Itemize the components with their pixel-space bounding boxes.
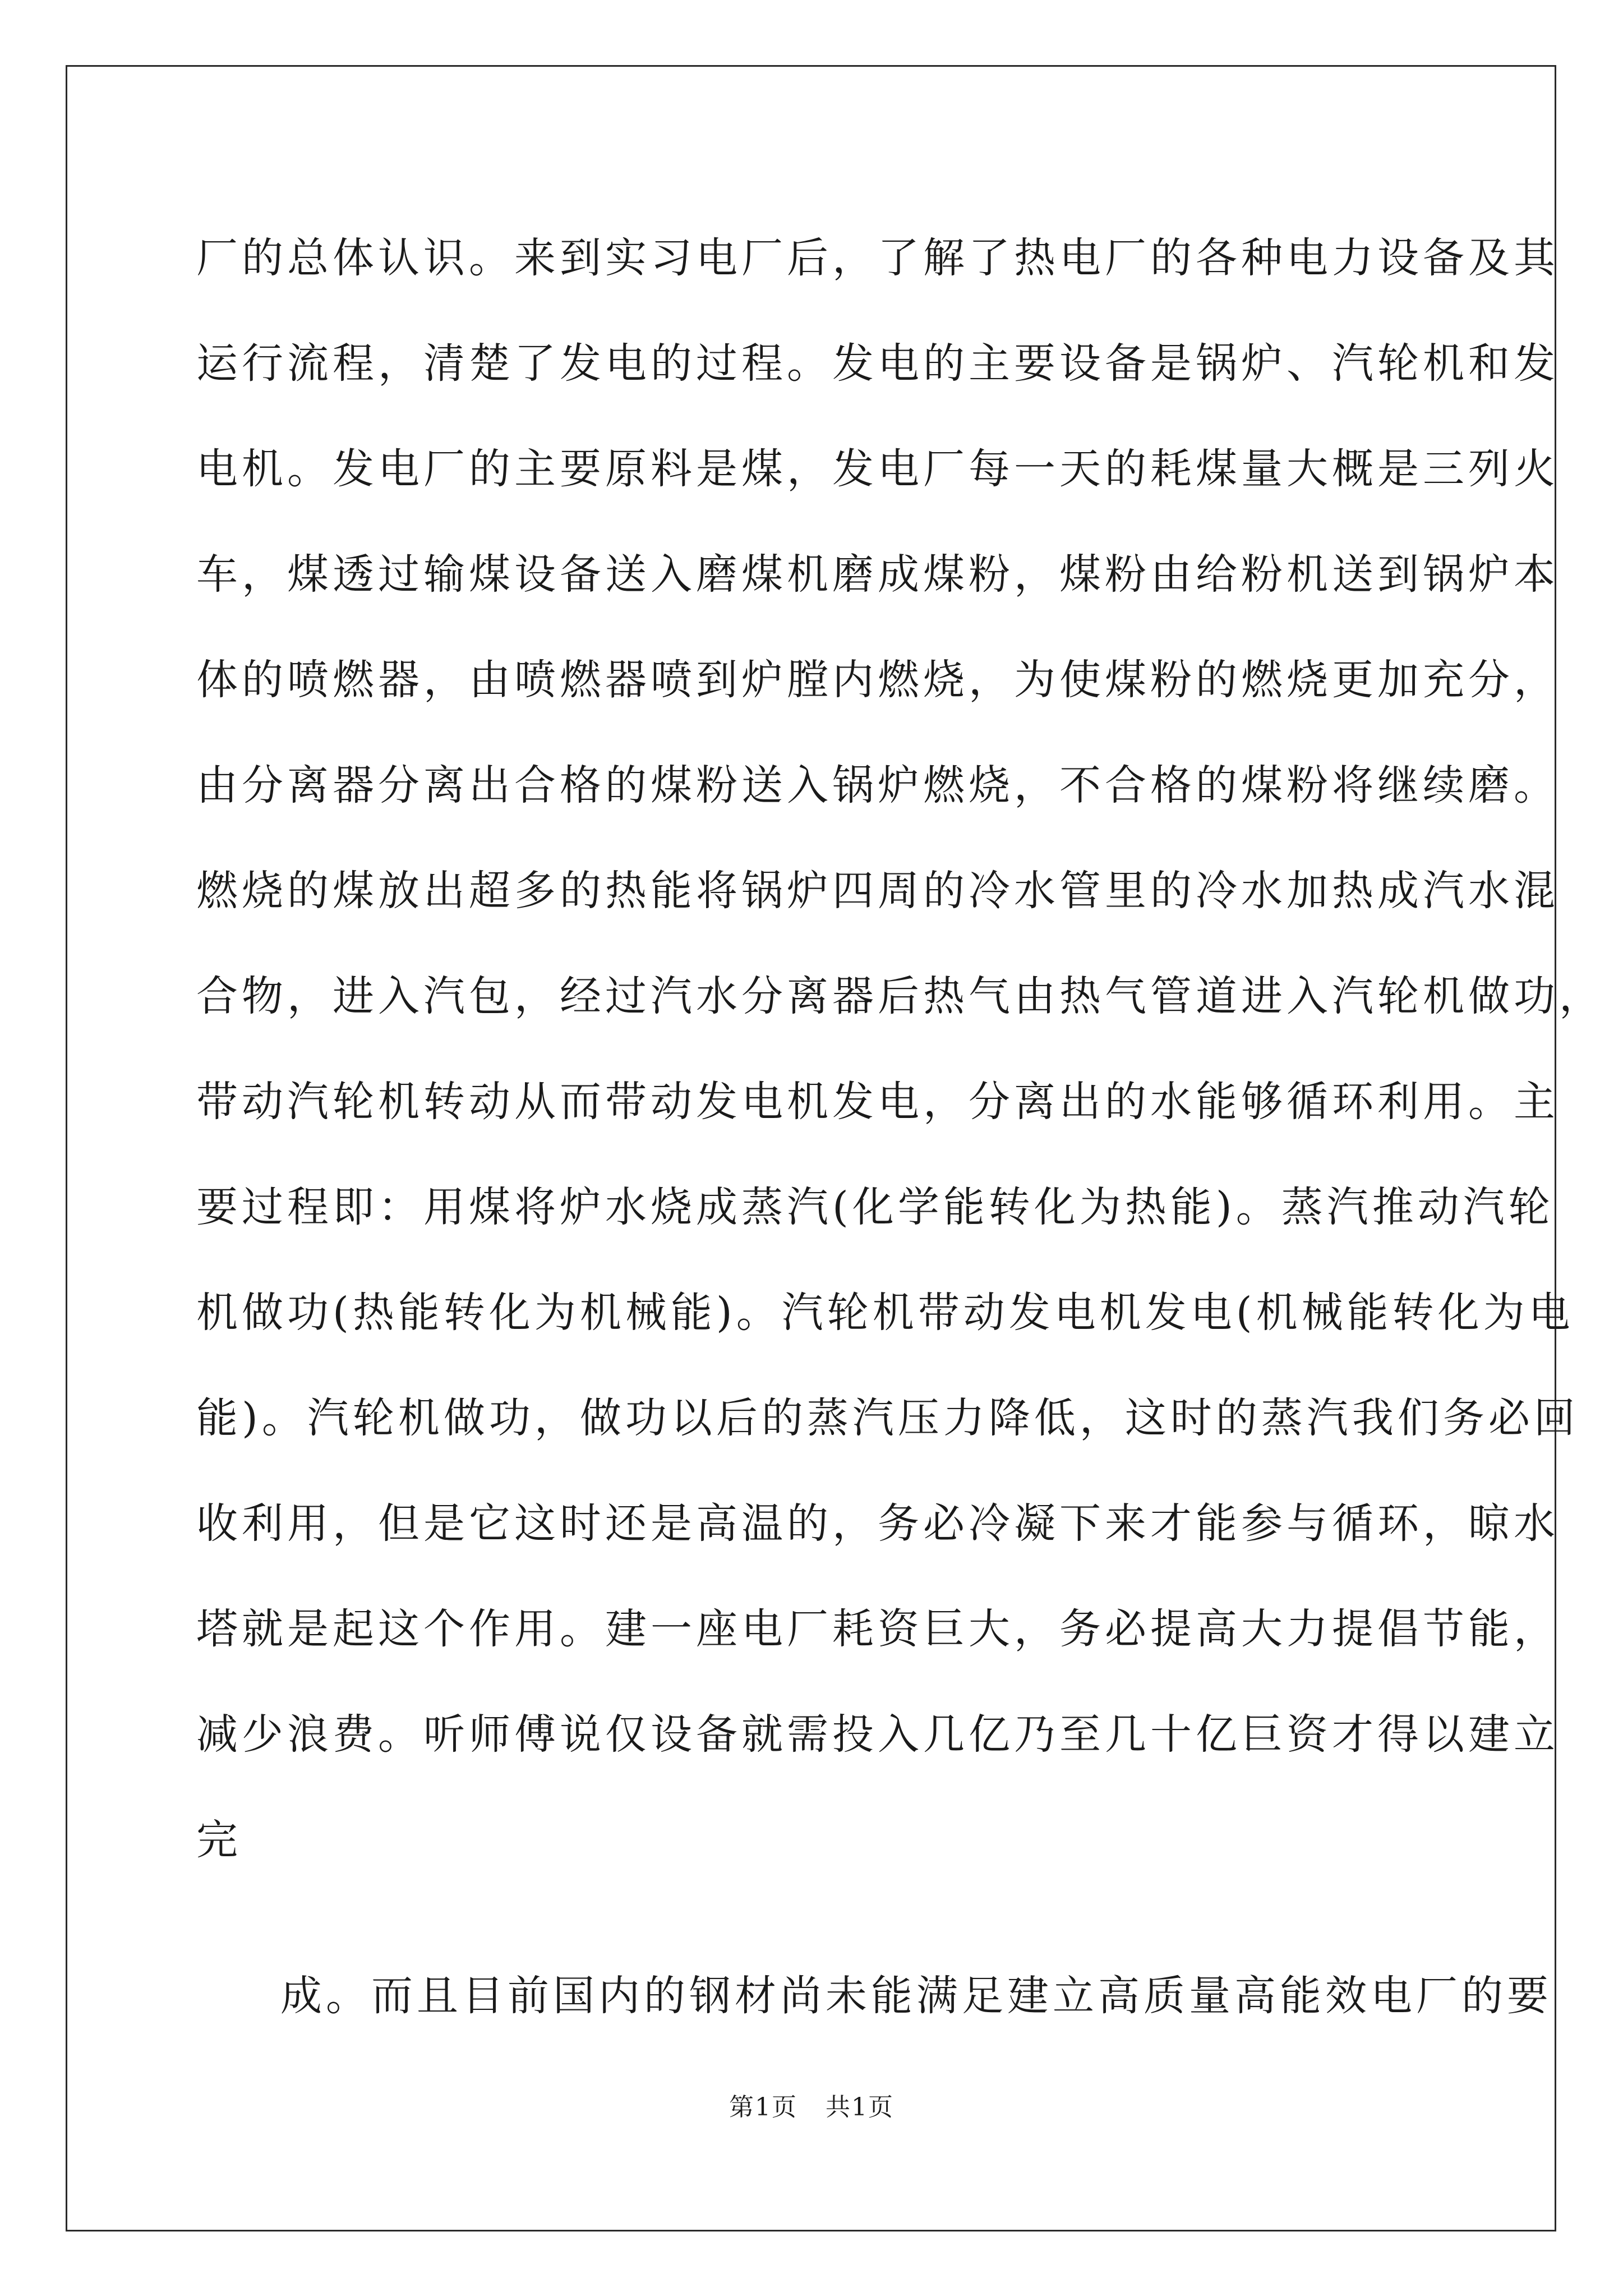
text-line-8: 合物，进入汽包，经过汽水分离器后热气由热气管道进入汽轮机做功， (196, 972, 1604, 1020)
text-line-6: 由分离器分离出合格的煤粉送入锅炉燃烧，不合格的煤粉将继续磨。 (196, 761, 1559, 809)
text-line-3: 电机。发电厂的主要原料是煤，发电厂每一天的耗煤量大概是三列火 (196, 445, 1559, 493)
text-line-7: 燃烧的煤放出超多的热能将锅炉四周的冷水管里的冷水加热成汽水混 (196, 867, 1559, 915)
text-line-2: 运行流程，清楚了发电的过程。发电的主要设备是锅炉、汽轮机和发 (196, 339, 1559, 388)
text-line-11: 机做功(热能转化为机械能)。汽轮机带动发电机发电(机械能转化为电 (196, 1289, 1574, 1337)
document-body (196, 222, 1604, 2065)
text-line-1: 厂的总体认识。来到实习电厂后，了解了热电厂的各种电力设备及其 (196, 234, 1559, 282)
total-pages-label: 共1页 (826, 2093, 894, 2122)
page-number-label: 第1页 (729, 2093, 797, 2122)
page-footer (0, 2087, 1623, 2123)
text-line-12: 能)。汽轮机做功，做功以后的蒸汽压力降低，这时的蒸汽我们务必回 (196, 1394, 1579, 1442)
text-line-14: 塔就是起这个作用。建一座电厂耗资巨大，务必提高大力提倡节能， (196, 1605, 1559, 1653)
text-line-9: 带动汽轮机转动从而带动发电机发电，分离出的水能够循环利用。主 (196, 1078, 1559, 1126)
text-line-16: 完 (196, 1816, 242, 1864)
text-line-10: 要过程即：用煤将炉水烧成蒸汽(化学能转化为热能)。蒸汽推动汽轮 (196, 1183, 1554, 1231)
paragraph-2-first-line: 成。而且目前国内的钢材尚未能满足建立高质量高能效电厂的要 (280, 1972, 1552, 2020)
text-line-4: 车，煤透过输煤设备送入磨煤机磨成煤粉，煤粉由给粉机送到锅炉本 (196, 550, 1559, 599)
text-line-13: 收利用，但是它这时还是高温的，务必冷凝下来才能参与循环，晾水 (196, 1499, 1559, 1548)
text-line-15: 减少浪费。听师傅说仅设备就需投入几亿乃至几十亿巨资才得以建立 (196, 1710, 1559, 1759)
text-line-5: 体的喷燃器，由喷燃器喷到炉膛内燃烧，为使煤粉的燃烧更加充分， (196, 656, 1559, 704)
